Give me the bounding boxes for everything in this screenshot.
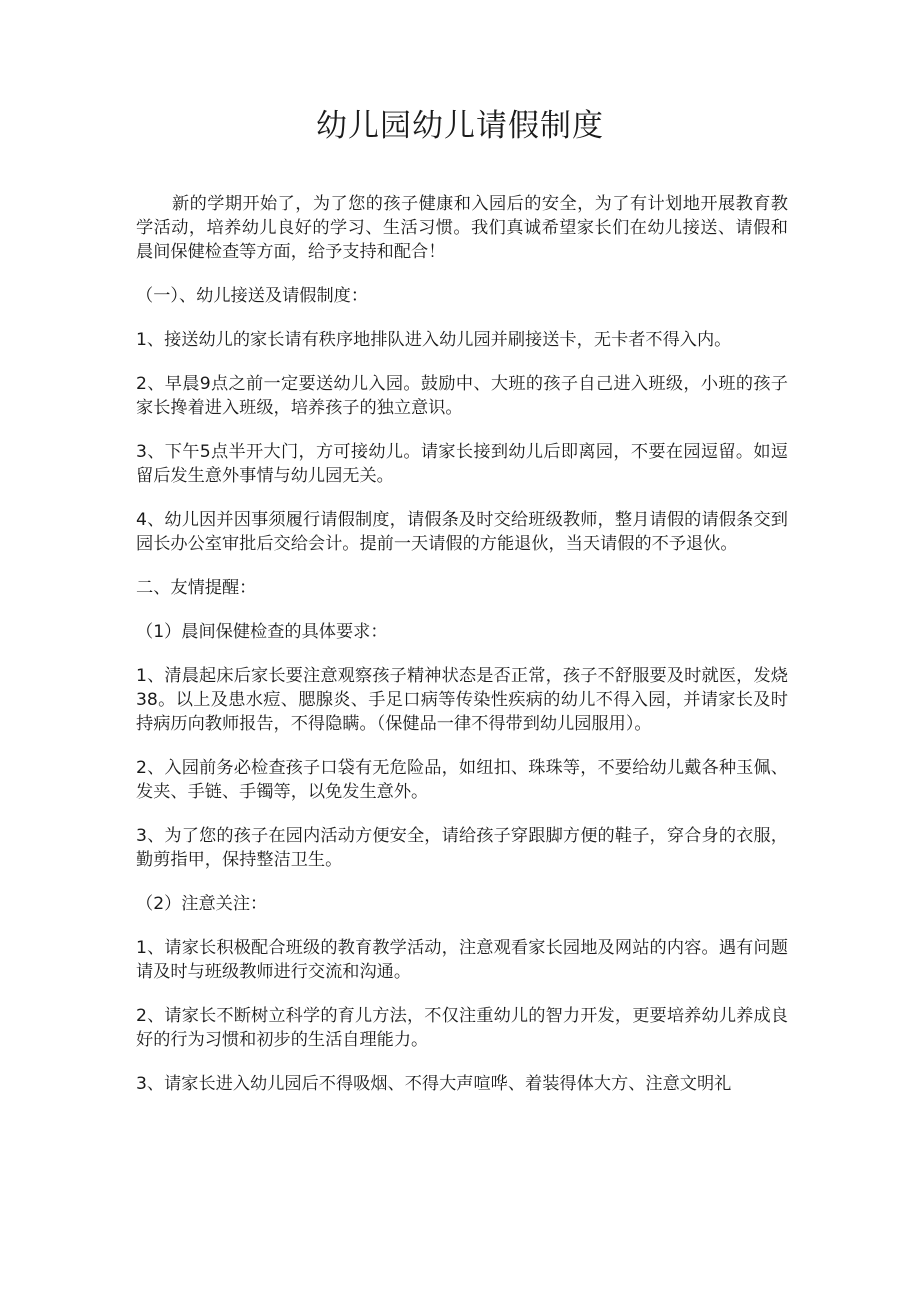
attention-item-1: 1、请家长积极配合班级的教育教学活动，注意观看家长园地及网站的内容。遇有问题请及时与班级教师进行交流和沟通。	[136, 938, 788, 982]
health-item-3: 3、为了您的孩子在园内活动方便安全，请给孩子穿跟脚方便的鞋子，穿合身的衣服，勤剪指甲，保持整洁卫生。	[136, 826, 788, 870]
rule-item-3: 3、下午5点半开大门，方可接幼儿。请家长接到幼儿后即离园，不要在园逗留。如逗留后发生意外事情与幼儿园无关。	[136, 442, 788, 486]
health-item-2: 2、入园前务必检查孩子口袋有无危险品，如纽扣、珠珠等，不要给幼儿戴各种玉佩、发夹、手链、手镯等，以免发生意外。	[136, 758, 788, 802]
subsection-heading-health-check: （1）晨间保健检查的具体要求：	[136, 622, 388, 642]
rule-item-4: 4、幼儿因并因事须履行请假制度，请假条及时交给班级教师，整月请假的请假条交到园长办公室审批后交给会计。提前一天请假的方能退伙，当天请假的不予退伙。	[136, 510, 788, 554]
attention-item-2: 2、请家长不断树立科学的育儿方法，不仅注重幼儿的智力开发，更要培养幼儿养成良好的行为习惯和初步的生活自理能力。	[136, 1006, 788, 1050]
health-item-1: 1、清晨起床后家长要注意观察孩子精神状态是否正常，孩子不舒服要及时就医，发烧38。以上及患水痘、腮腺炎、手足口病等传染性疾病的幼儿不得入园，并请家长及时持病历向教师报告，不得隐瞒。（保健品一律不得带到幼儿园服用）。	[136, 666, 788, 734]
subsection-heading-attention: （2）注意关注：	[136, 894, 268, 914]
document-title: 幼儿园幼儿请假制度	[316, 108, 604, 144]
section-heading-reminder: 二、友情提醒：	[136, 578, 257, 598]
intro-paragraph: 新的学期开始了，为了您的孩子健康和入园后的安全，为了有计划地开展教育教学活动，培养幼儿良好的学习、生活习惯。我们真诚希望家长们在幼儿接送、请假和晨间保健检查等方面，给予支持和配合！	[136, 194, 788, 262]
section-heading-pickup-leave: （一）、幼儿接送及请假制度：	[136, 286, 369, 306]
attention-item-3: 3、请家长进入幼儿园后不得吸烟、不得大声喧哗、着装得体大方、注意文明礼	[136, 1074, 732, 1094]
rule-item-2: 2、早晨9点之前一定要送幼儿入园。鼓励中、大班的孩子自己进入班级，小班的孩子家长搀着进入班级，培养孩子的独立意识。	[136, 374, 788, 418]
document-body	[136, 192, 788, 1096]
rule-item-1: 1、接送幼儿的家长请有秩序地排队进入幼儿园并刷接送卡，无卡者不得入内。	[136, 330, 732, 350]
